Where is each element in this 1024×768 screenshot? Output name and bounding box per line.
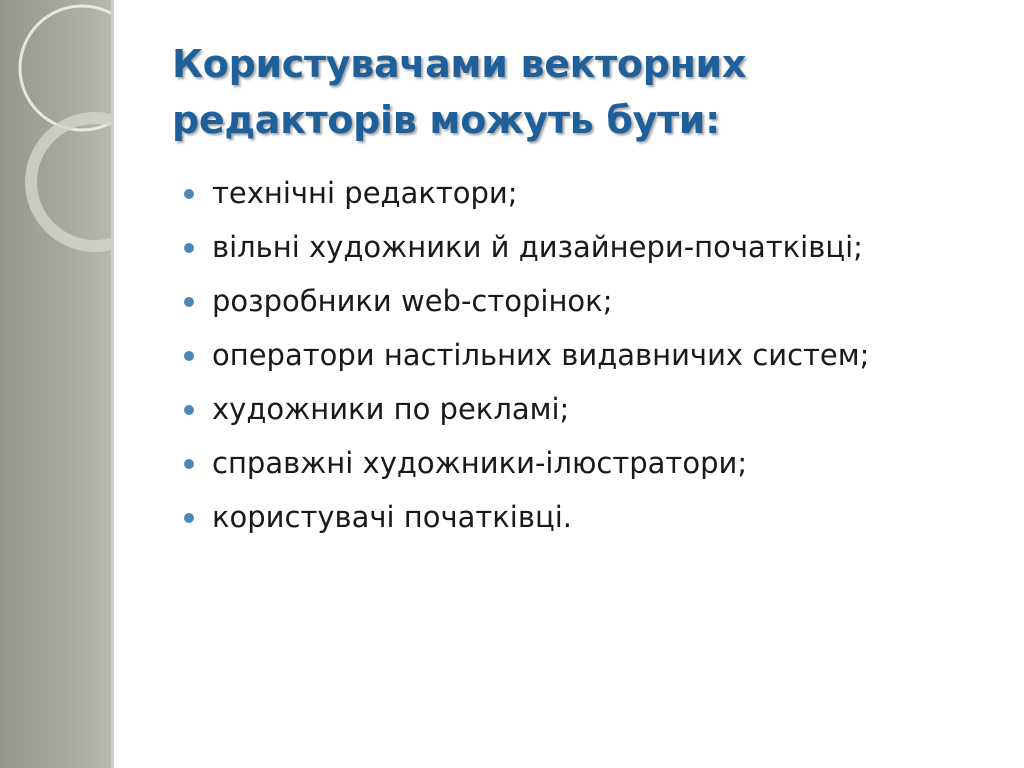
list-item <box>184 332 974 378</box>
list-item-text: розробники web-сторінок; <box>212 284 613 318</box>
list-item <box>184 440 974 486</box>
list-item <box>184 278 974 324</box>
list-item <box>184 170 974 216</box>
list-item-text: технічні редактори; <box>212 176 518 210</box>
circle-bullet-icon <box>184 405 194 415</box>
side-panel <box>0 0 114 768</box>
list-item-text: справжні художники-ілюстратори; <box>212 446 748 480</box>
bullet-list <box>184 170 974 548</box>
list-item <box>184 224 974 270</box>
circle-bullet-icon <box>184 351 194 361</box>
list-item-text: вільні художники й дизайнери-початківці; <box>212 230 863 264</box>
list-item-text: художники по рекламі; <box>212 392 570 426</box>
list-item <box>184 494 974 540</box>
circle-bullet-icon <box>184 243 194 253</box>
list-item-text: оператори настільних видавничих систем; <box>212 338 870 372</box>
list-item <box>184 386 974 432</box>
circle-bullet-icon <box>184 189 194 199</box>
ring-decoration-icon <box>0 0 114 260</box>
list-item-text: користувачі початківці. <box>212 500 572 534</box>
circle-bullet-icon <box>184 297 194 307</box>
slide-title: Користувачами векторних редакторів можуть бути: <box>172 42 747 142</box>
circle-bullet-icon <box>184 459 194 469</box>
circle-bullet-icon <box>184 513 194 523</box>
